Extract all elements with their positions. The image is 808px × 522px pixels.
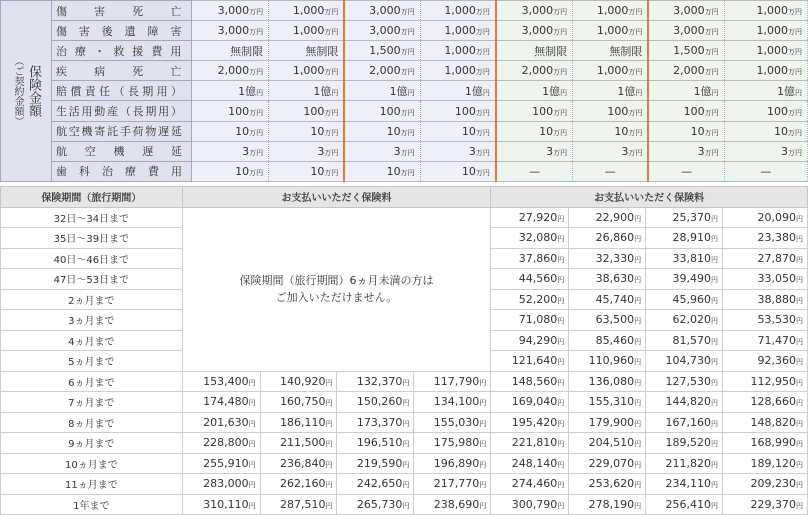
period-label: 4ヵ月まで [1,330,183,351]
coverage-value: 2,000万円 [496,61,573,81]
premium-value: 221,810円 [491,433,569,454]
coverage-value: 100万円 [344,101,420,121]
premium-value: 196,510円 [337,433,414,454]
coverage-value: 100万円 [420,101,496,121]
coverage-amount-label [1,1,52,182]
coverage-value: 100万円 [724,101,807,121]
premium-value: 22,900円 [569,207,646,228]
coverage-value: — [648,161,724,181]
coverage-value: 3万円 [724,141,807,161]
premium-value: 287,510円 [260,494,337,515]
coverage-item-label: 歯 科 治 療 費 用 [51,161,192,181]
coverage-value: 1億円 [344,81,420,101]
premium-value: 20,090円 [723,207,808,228]
coverage-value: — [724,161,807,181]
premium-value: 62,020円 [646,310,723,331]
coverage-value: 100万円 [648,101,724,121]
premium-value: 219,590円 [337,453,414,474]
coverage-value: 1,000万円 [269,61,345,81]
coverage-value: 1,000万円 [420,61,496,81]
coverage-label-text: 保険金額 [25,64,41,117]
premium-row [1,474,808,495]
premium-value: 33,050円 [723,269,808,290]
period-label: 8ヵ月まで [1,412,183,433]
premium-value: 300,790円 [491,494,569,515]
coverage-value: 100万円 [192,101,269,121]
coverage-row [1,161,808,181]
premium-value: 278,190円 [569,494,646,515]
premium-value: 242,650円 [337,474,414,495]
premium-value: 45,740円 [569,289,646,310]
premium-value: 173,370円 [337,412,414,433]
premium-value: 92,360円 [723,351,808,372]
premium-value: 32,330円 [569,248,646,269]
unavailable-message [182,207,491,371]
premium-value: 195,420円 [491,412,569,433]
coverage-value: 10万円 [420,121,496,141]
coverage-item-label: 賠償責任（長期用） [51,81,192,101]
premium-header-right: お支払いいただく保険料 [491,187,808,208]
premium-value: 229,070円 [569,453,646,474]
unavailable-message-line1: 保険期間（旅行期間）6ヵ月未満の方は [239,274,434,287]
premium-value: 148,820円 [723,412,808,433]
premium-row [1,494,808,515]
premium-value: 150,260円 [337,392,414,413]
coverage-value: 10万円 [344,161,420,181]
premium-value: 196,890円 [414,453,491,474]
coverage-value: 3,000万円 [192,1,269,21]
premium-value: 153,400円 [182,371,260,392]
coverage-value: 1億円 [573,81,649,101]
coverage-value: 3,000万円 [192,21,269,41]
premium-value: 85,460円 [569,330,646,351]
coverage-row [1,101,808,121]
premium-value: 45,960円 [646,289,723,310]
premium-value: 169,040円 [491,392,569,413]
premium-value: 168,990円 [723,433,808,454]
coverage-value: 無制限 [496,41,573,61]
period-label: 9ヵ月まで [1,433,183,454]
premium-value: 217,770円 [414,474,491,495]
coverage-value: 1億円 [192,81,269,101]
premium-value: 211,820円 [646,453,723,474]
premium-value: 274,460円 [491,474,569,495]
premium-value: 117,790円 [414,371,491,392]
premium-value: 112,950円 [723,371,808,392]
coverage-value: 1億円 [420,81,496,101]
coverage-value: 1,000万円 [724,1,807,21]
premium-value: 52,200円 [491,289,569,310]
coverage-value: 10万円 [192,161,269,181]
premium-value: 27,920円 [491,207,569,228]
coverage-value: 2,000万円 [648,61,724,81]
coverage-item-label: 生活用動産（長期用） [51,101,192,121]
coverage-value: 10万円 [420,161,496,181]
premium-value: 204,510円 [569,433,646,454]
premium-value: 174,480円 [182,392,260,413]
coverage-row [1,1,808,21]
premium-value: 32,080円 [491,228,569,249]
coverage-value: 3,000万円 [344,1,420,21]
coverage-value: 3万円 [420,141,496,161]
premium-value: 234,110円 [646,474,723,495]
coverage-value: 100万円 [573,101,649,121]
premium-value: 201,630円 [182,412,260,433]
premium-value: 128,660円 [723,392,808,413]
premium-value: 229,370円 [723,494,808,515]
premium-value: 248,140円 [491,453,569,474]
premium-value: 310,110円 [182,494,260,515]
premium-value: 211,500円 [260,433,337,454]
premium-header-row [1,187,808,208]
coverage-value: 10万円 [648,121,724,141]
coverage-value: 10万円 [192,121,269,141]
coverage-value: 1億円 [269,81,345,101]
premium-value: 38,880円 [723,289,808,310]
coverage-value: 3,000万円 [344,21,420,41]
coverage-value: 10万円 [269,121,345,141]
coverage-row [1,121,808,141]
coverage-row [1,21,808,41]
coverage-value: 10万円 [344,121,420,141]
premium-value: 27,870円 [723,248,808,269]
period-label: 7ヵ月まで [1,392,183,413]
premium-value: 71,470円 [723,330,808,351]
coverage-value: 1,000万円 [573,61,649,81]
premium-value: 148,560円 [491,371,569,392]
coverage-row [1,61,808,81]
coverage-item-label: 傷害後遺障害 [51,21,192,41]
coverage-row [1,81,808,101]
period-label: 2ヵ月まで [1,289,183,310]
vertical-label [1,1,51,181]
premium-value: 28,910円 [646,228,723,249]
premium-row [1,453,808,474]
coverage-value: 1,000万円 [269,1,345,21]
coverage-value: 1億円 [648,81,724,101]
coverage-value: 1億円 [496,81,573,101]
premium-row [1,392,808,413]
coverage-value: 1,000万円 [269,21,345,41]
coverage-value: 1,000万円 [420,41,496,61]
premium-value: 25,370円 [646,207,723,228]
premium-value: 140,920円 [260,371,337,392]
premium-value: 53,530円 [723,310,808,331]
premium-value: 189,120円 [723,453,808,474]
period-label: 32日〜34日まで [1,207,183,228]
period-label: 11ヵ月まで [1,474,183,495]
premium-value: 104,730円 [646,351,723,372]
premium-value: 136,080円 [569,371,646,392]
premium-value: 155,310円 [569,392,646,413]
coverage-table [0,0,808,182]
coverage-value: 1,000万円 [573,21,649,41]
premium-value: 39,490円 [646,269,723,290]
period-label: 3ヵ月まで [1,310,183,331]
coverage-value: 3,000万円 [496,1,573,21]
coverage-value: 1億円 [724,81,807,101]
premium-value: 179,900円 [569,412,646,433]
premium-value: 63,500円 [569,310,646,331]
coverage-value: 2,000万円 [192,61,269,81]
unavailable-message-line2: ご加入いただけません。 [275,291,398,304]
premium-value: 44,560円 [491,269,569,290]
coverage-value: 1,000万円 [573,1,649,21]
period-label: 47日〜53日まで [1,269,183,290]
premium-value: 209,230円 [723,474,808,495]
coverage-value: 10万円 [573,121,649,141]
coverage-value: 3,000万円 [648,1,724,21]
premium-value: 253,620円 [569,474,646,495]
coverage-value: 無制限 [573,41,649,61]
coverage-value: 3万円 [344,141,420,161]
coverage-value: 1,500万円 [648,41,724,61]
premium-row [1,371,808,392]
coverage-value: 3,000万円 [496,21,573,41]
premium-value: 262,160円 [260,474,337,495]
coverage-item-label: 傷 害 死 亡 [51,1,192,21]
premium-row [1,207,808,228]
coverage-value: 10万円 [724,121,807,141]
coverage-value: 1,000万円 [724,21,807,41]
period-label: 10ヵ月まで [1,453,183,474]
premium-value: 283,000円 [182,474,260,495]
coverage-value: 3万円 [496,141,573,161]
coverage-value: 2,000万円 [344,61,420,81]
premium-value: 94,290円 [491,330,569,351]
premium-value: 186,110円 [260,412,337,433]
premium-value: 238,690円 [414,494,491,515]
coverage-value: — [573,161,649,181]
premium-value: 255,910円 [182,453,260,474]
premium-value: 155,030円 [414,412,491,433]
coverage-value: 1,000万円 [724,61,807,81]
coverage-item-label: 航 空 機 遅 延 [51,141,192,161]
premium-value: 37,860円 [491,248,569,269]
coverage-item-label: 治療・救援費用 [51,41,192,61]
premium-value: 38,630円 [569,269,646,290]
premium-value: 33,810円 [646,248,723,269]
premium-value: 167,160円 [646,412,723,433]
premium-value: 265,730円 [337,494,414,515]
coverage-value: 1,000万円 [420,21,496,41]
premium-value: 121,640円 [491,351,569,372]
period-label: 40日〜46日まで [1,248,183,269]
premium-value: 23,380円 [723,228,808,249]
premium-value: 71,080円 [491,310,569,331]
premium-value: 127,530円 [646,371,723,392]
premium-value: 175,980円 [414,433,491,454]
premium-value: 228,800円 [182,433,260,454]
coverage-value: 100万円 [496,101,573,121]
premium-value: 26,860円 [569,228,646,249]
period-header: 保険期間（旅行期間） [1,187,183,208]
premium-value: 256,410円 [646,494,723,515]
premium-row [1,412,808,433]
premium-value: 189,520円 [646,433,723,454]
coverage-value: 1,000万円 [420,1,496,21]
coverage-value: — [496,161,573,181]
coverage-item-label: 航空機寄託手荷物遅延 [51,121,192,141]
premium-value: 134,100円 [414,392,491,413]
premium-value: 81,570円 [646,330,723,351]
coverage-item-label: 疾 病 死 亡 [51,61,192,81]
coverage-value: 3万円 [648,141,724,161]
coverage-value: 3万円 [573,141,649,161]
coverage-value: 1,500万円 [344,41,420,61]
period-label: 1年まで [1,494,183,515]
premium-value: 236,840円 [260,453,337,474]
premium-table [0,186,808,515]
coverage-row [1,41,808,61]
premium-value: 144,820円 [646,392,723,413]
coverage-value: 10万円 [269,161,345,181]
coverage-value: 3,000万円 [648,21,724,41]
premium-value: 132,370円 [337,371,414,392]
coverage-value: 3万円 [269,141,345,161]
coverage-value: 無制限 [269,41,345,61]
premium-value: 160,750円 [260,392,337,413]
period-label: 35日〜39日まで [1,228,183,249]
period-label: 6ヵ月まで [1,371,183,392]
premium-value: 110,960円 [569,351,646,372]
coverage-value: 無制限 [192,41,269,61]
coverage-sublabel-text: （ご契約金額） [11,55,23,126]
coverage-value: 10万円 [496,121,573,141]
period-label: 5ヵ月まで [1,351,183,372]
coverage-value: 3万円 [192,141,269,161]
premium-header-left: お支払いいただく保険料 [182,187,491,208]
coverage-value: 100万円 [269,101,345,121]
premium-row [1,433,808,454]
coverage-row [1,141,808,161]
coverage-value: 1,000万円 [724,41,807,61]
